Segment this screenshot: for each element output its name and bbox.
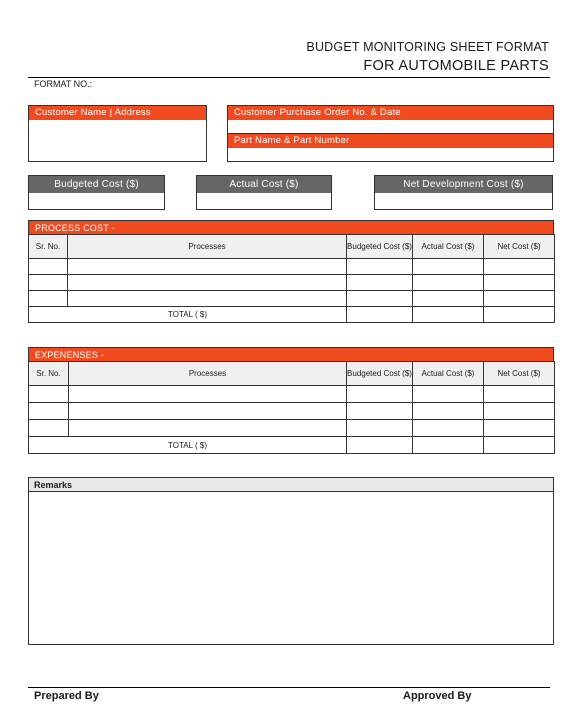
cell[interactable] [347,420,413,437]
remarks-label: Remarks [29,478,553,492]
table-row [29,386,555,403]
cell[interactable] [484,291,555,307]
total-actual-cell[interactable] [413,437,484,454]
expenses-table [28,361,555,454]
cell[interactable] [413,403,484,420]
table-row [29,420,555,437]
cell[interactable] [68,259,347,275]
approved-by-label: Approved By [403,690,472,702]
budgeted-cost-box[interactable] [28,175,165,210]
col-sr-no: Sr. No. [29,362,69,386]
col-net-cost: Net Cost ($) [484,235,555,259]
total-net-cell[interactable] [484,437,555,454]
total-row [29,437,555,454]
cell[interactable] [29,259,68,275]
cell[interactable] [347,291,413,307]
total-net-cell[interactable] [484,307,555,323]
col-actual-cost: Actual Cost ($) [413,235,484,259]
cell[interactable] [484,259,555,275]
cell[interactable] [69,386,347,403]
cell[interactable] [68,291,347,307]
table-row [29,259,555,275]
col-processes: Processes [69,362,347,386]
budgeted-cost-label: Budgeted Cost ($) [29,176,164,193]
cell[interactable] [413,275,484,291]
cell[interactable] [29,275,68,291]
table-row [29,275,555,291]
purchase-order-box[interactable] [227,105,554,134]
col-sr-no: Sr. No. [29,235,68,259]
remarks-box[interactable] [28,477,554,645]
document-subtitle: FOR AUTOMOBILE PARTS [363,58,549,74]
cell[interactable] [68,275,347,291]
cell[interactable] [484,275,555,291]
col-budgeted-cost: Budgeted Cost ($) [347,362,413,386]
title-divider [28,77,550,78]
cell[interactable] [413,420,484,437]
cell[interactable] [484,403,555,420]
customer-name-address-label: Customer Name | Address [29,106,206,120]
cell[interactable] [347,403,413,420]
cell[interactable] [69,420,347,437]
total-actual-cell[interactable] [413,307,484,323]
expenses-header: EXPENENSES - [28,347,554,362]
document-title: BUDGET MONITORING SHEET FORMAT [306,40,549,54]
actual-cost-label: Actual Cost ($) [197,176,331,193]
total-row [29,307,555,323]
net-development-cost-label: Net Development Cost ($) [375,176,552,193]
remarks-value[interactable] [29,492,553,500]
process-cost-header: PROCESS COST - [28,220,554,235]
total-label: TOTAL ( $) [29,437,347,454]
cell[interactable] [347,275,413,291]
purchase-order-label: Customer Purchase Order No. & Date [228,106,553,120]
cell[interactable] [413,259,484,275]
table-row [29,403,555,420]
net-development-cost-box[interactable] [374,175,553,210]
col-net-cost: Net Cost ($) [484,362,555,386]
col-processes: Processes [68,235,347,259]
footer-divider [28,687,550,688]
part-name-number-label: Part Name & Part Number [228,134,553,148]
total-budgeted-cell[interactable] [347,307,413,323]
cell[interactable] [484,386,555,403]
process-cost-table [28,234,555,323]
total-label: TOTAL ( $) [29,307,347,323]
table-row [29,291,555,307]
col-budgeted-cost: Budgeted Cost ($) [347,235,413,259]
cell[interactable] [69,403,347,420]
cell[interactable] [347,259,413,275]
col-actual-cost: Actual Cost ($) [413,362,484,386]
prepared-by-label: Prepared By [34,690,99,702]
cell[interactable] [29,291,68,307]
cell[interactable] [413,386,484,403]
total-budgeted-cell[interactable] [347,437,413,454]
actual-cost-box[interactable] [196,175,332,210]
cell[interactable] [29,420,69,437]
cell[interactable] [484,420,555,437]
cell[interactable] [347,386,413,403]
cell[interactable] [29,386,69,403]
customer-name-address-box[interactable] [28,105,207,162]
format-no-label: FORMAT NO.: [34,79,93,89]
part-name-number-box[interactable] [227,133,554,162]
cell[interactable] [413,291,484,307]
cell[interactable] [29,403,69,420]
